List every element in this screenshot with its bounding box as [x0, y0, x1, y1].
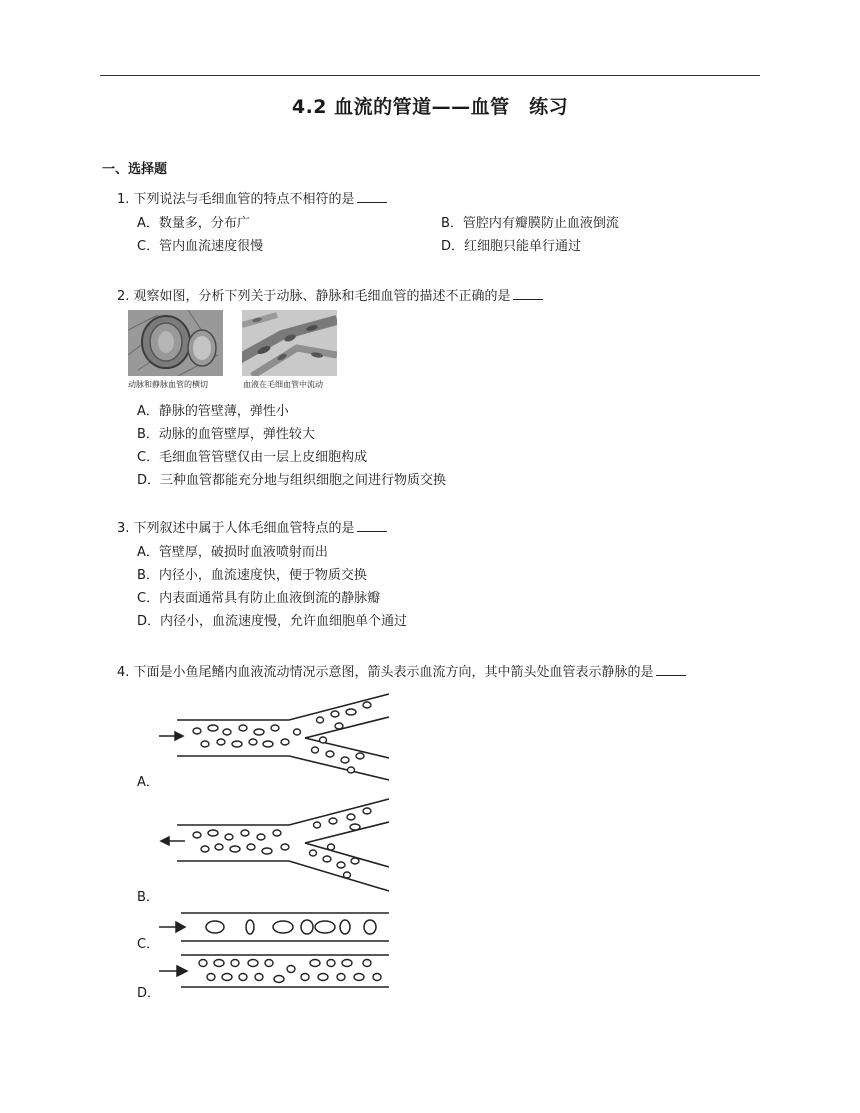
question-number: 3.: [117, 521, 130, 536]
option-4c[interactable]: [137, 933, 159, 952]
option-1b: [441, 212, 619, 231]
option-4b[interactable]: [137, 886, 159, 905]
option-3d: [137, 610, 407, 629]
option-label: A．: [137, 775, 159, 790]
option-label: C．: [137, 450, 160, 465]
option-text: 管内血流速度很慢: [159, 239, 264, 254]
option-text: 内径小，血流速度快，便于物质交换: [158, 568, 367, 583]
option-text: 静脉的管壁薄，弹性小: [158, 404, 289, 419]
option-label: C．: [137, 591, 160, 606]
option-text: 内表面通常具有防止血液倒流的静脉瓣: [159, 591, 381, 606]
option-label: A．: [137, 545, 159, 560]
option-3c: [137, 587, 380, 606]
question-text: 观察如图，分析下列关于动脉、静脉和毛细血管的描述不正确的是: [133, 289, 511, 304]
question-4: [117, 661, 686, 680]
page-title: 4.2 血流的管道——血管 练习: [291, 96, 569, 118]
diagram-b-converging-vessel: [155, 795, 395, 893]
option-4d[interactable]: [137, 982, 160, 1001]
diagram-d-wide-vessel: [155, 951, 395, 993]
option-1d: [441, 235, 581, 254]
option-2c: [137, 446, 367, 465]
question-text: 下列说法与毛细血管的特点不相符的是: [133, 192, 355, 207]
option-label: C．: [137, 937, 160, 952]
question-number: 4.: [117, 665, 130, 680]
option-3b: [137, 564, 367, 583]
option-2a: [137, 400, 289, 419]
option-text: 内径小，血流速度慢，允许血细胞单个通过: [160, 614, 408, 629]
option-4a[interactable]: [137, 771, 159, 790]
option-text: 毛细血管管壁仅由一层上皮细胞构成: [159, 450, 368, 465]
option-1a: [137, 212, 250, 231]
answer-blank: [357, 519, 387, 532]
option-label: A．: [137, 404, 159, 419]
section-heading: 一、选择题: [102, 162, 168, 177]
option-label: B．: [137, 890, 159, 905]
answer-blank: [513, 287, 543, 300]
question-number: 2.: [117, 289, 130, 304]
figure-caption: 血液在毛细血管中流动: [243, 380, 323, 389]
option-2d: [137, 469, 446, 488]
question-text: 下面是小鱼尾鳍内血液流动情况示意图，箭头表示血流方向，其中箭头处血管表示静脉的是: [133, 665, 654, 680]
question-3: [117, 517, 387, 536]
option-3a: [137, 541, 328, 560]
option-label: D．: [137, 986, 161, 1001]
option-text: 红细胞只能单行通过: [464, 239, 582, 254]
option-label: D．: [137, 614, 161, 629]
option-label: A．: [137, 216, 159, 231]
option-2b: [137, 423, 315, 442]
option-text: 动脉的血管壁厚，弹性较大: [158, 427, 315, 442]
question-text: 下列叙述中属于人体毛细血管特点的是: [133, 521, 355, 536]
option-label: B．: [137, 568, 159, 583]
answer-blank: [656, 663, 686, 676]
option-label: C．: [137, 239, 160, 254]
option-label: B．: [137, 427, 159, 442]
answer-blank: [357, 190, 387, 203]
question-2: [117, 285, 543, 304]
option-text: 管腔内有瓣膜防止血液倒流: [462, 216, 619, 231]
diagram-a-branching-vessel: [155, 688, 395, 782]
question-number: 1.: [117, 192, 130, 207]
diagram-c-single-file-vessel: [155, 908, 395, 946]
option-text: 数量多，分布广: [158, 216, 250, 231]
capillary-blood-flow-photo: [242, 310, 337, 376]
header-rule: [100, 75, 760, 76]
vessel-cross-section-photo: [128, 310, 223, 376]
option-text: 三种血管都能充分地与组织细胞之间进行物质交换: [160, 473, 447, 488]
option-text: 管壁厚，破损时血液喷射而出: [158, 545, 328, 560]
option-1c: [137, 235, 263, 254]
question-1: [117, 188, 387, 207]
option-label: B．: [441, 216, 463, 231]
figure-caption: 动脉和静脉血管的横切: [128, 380, 208, 389]
option-label: D．: [137, 473, 161, 488]
option-label: D．: [441, 239, 465, 254]
